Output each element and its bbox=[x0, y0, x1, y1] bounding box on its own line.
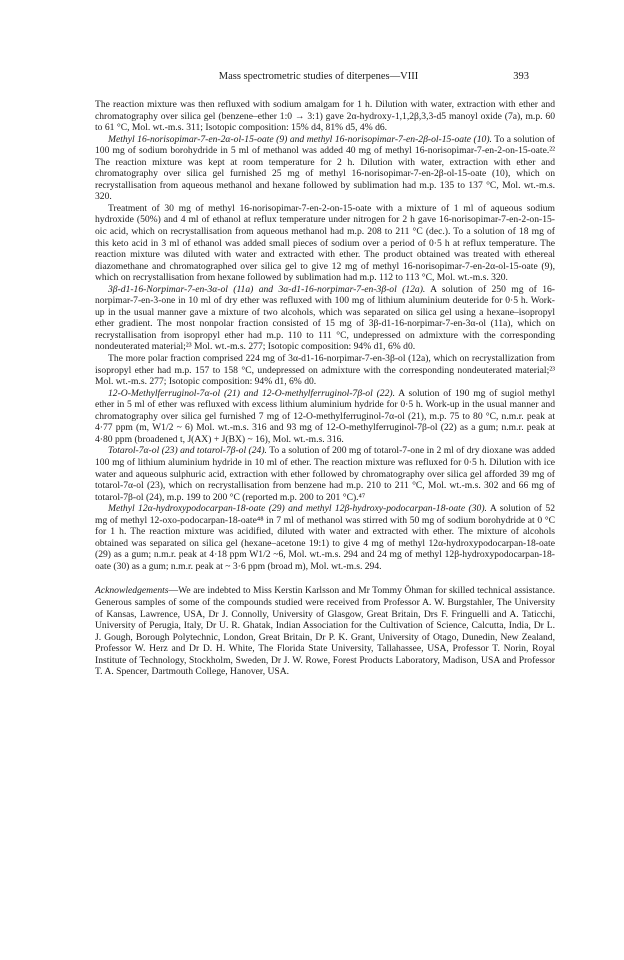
running-title: Mass spectrometric studies of diterpenes—VIII bbox=[218, 71, 419, 82]
paragraph-text: A solution of 190 mg of sugiol methyl ether in 5 ml of ether was refluxed with excess lithium aluminium hydride for 0·5 h. Work-up in the usual manner and chromatography over silica gel furnished 7 mg of 12-O-methylferruginol-7α-ol (21), m.p. 75 to 80 °C, n.m.r. peak at 4·77 ppm (m, W1/2 ~ 6) Mol. wt.-m.s. 316 and 93 mg of 12-O-methylferruginol-7β-ol (22) as a gum; n.m.r. peak at 4·80 ppm (broadened t, J(AX) + J(BX) ~ 16), Mol. wt.-m.s. 316. bbox=[95, 387, 556, 445]
page-number: 393 bbox=[513, 71, 529, 82]
paragraph-text: To a solution of 200 mg of totarol-7-one in 2 ml of dry dioxane was added 100 mg of lithium aluminium hydride in 10 ml of ether. The reaction mixture was refluxed for 0·5 h. Dilution with ice water and aqueous sulphuric acid, extraction with ether followed by chromatography over silica gel afforded 39 mg of totarol-7α-ol (23), which on recrystallisation from benzene had m.p. 210 to 211 °C, Mol. wt.-m.s. 302 and 66 mg of totarol-7β-ol (24), m.p. 199 to 200 °C (reported m.p. 200 to 201 °C).⁴⁷ bbox=[95, 445, 555, 503]
article-body bbox=[95, 99, 555, 678]
paragraph-amalgam-reduction bbox=[95, 99, 555, 134]
paragraph-keto-acid-reduction bbox=[95, 203, 555, 284]
section-heading: 3β-d1-16-Norpimar-7-en-3α-ol (11a) and 3α-d1-16-norpimar-7-en-3β-ol (12a). bbox=[108, 283, 426, 295]
paragraph-text: The reaction mixture was then refluxed with sodium amalgam for 1 h. Dilution with water, extraction with ether and chromatography over silica gel (benzene–ether 1:0 → 3:1) gave 2α-hydroxy-1,1,2β,3,3-d5 manoyl oxide (7a), m.p. 60 to 61 °C, Mol. wt.-m.s. 311; Isotopic composition: 15% d4, 81% d5, 4% d6. bbox=[95, 99, 555, 134]
paragraph-totarols bbox=[95, 445, 555, 503]
paragraph-methylferruginols bbox=[95, 388, 555, 446]
paragraph-text: To a solution of 100 mg of sodium borohydride in 5 ml of methanol was added 40 mg of methyl 16-norisopimar-7-en-2-on-15-oate.²² The reaction mixture was kept at room temperature for 2 h. Dilution with water, extraction with ether and chromatography over silica gel furnished 25 mg of methyl 16-norisopimar-7-en-2β-ol-15-oate (10), which on recrystallisation from aqueous methanol and hexane followed by sublimation had m.p. 135 to 137 °C, Mol. wt.-m.s. 320. bbox=[95, 133, 555, 203]
section-heading: Totarol-7α-ol (23) and totarol-7β-ol (24). bbox=[108, 445, 267, 457]
acknowledgements-heading: Acknowledgements bbox=[95, 585, 169, 597]
paragraph-norisopimarenol-esters bbox=[95, 134, 555, 203]
section-heading: Methyl 16-norisopimar-7-en-2α-ol-15-oate (9) and methyl 16-norisopimar-7-en-2β-ol-15-oate (10). bbox=[108, 133, 492, 145]
paragraph-deuterated-norpimarenols bbox=[95, 284, 555, 353]
paragraph-text: The more polar fraction comprised 224 mg of 3α-d1-16-norpimar-7-en-3β-ol (12a), which on recrystallization from isopropyl ether had m.p. 157 to 158 °C, undepressed on admixture with the corresponding nondeuterated material;²³ Mol. wt.-m.s. 277; Isotopic composition: 94% d1, 6% d0. bbox=[95, 353, 555, 388]
paragraph-text: A solution of 52 mg of methyl 12-oxo-podocarpan-18-oate⁴⁸ in 7 ml of methanol was stirred with 50 mg of sodium borohydride at 0 °C for 1 h. The reaction mixture was acidified, diluted with water and extracted with ether. The mixture of alcohols obtained was separated on silica gel (hexane–acetone 19:1) to give 4 mg of methyl 12α-hydroxypodocarpan-18-oate (29) as a gum; n.m.r. peak at 4·18 ppm W1/2 ~6, Mol. wt.-m.s. 294 and 24 mg of methyl 12β-hydroxypodocarpan-18-oate (30) as a gum; n.m.r. peak at ~ 3·6 ppm (broad m), Mol. wt.-m.s. 294. bbox=[95, 503, 555, 572]
acknowledgements-text: —We are indebted to Miss Kerstin Karlsson and Mr Tommy Öhman for skilled technical assistance. Generous samples of some of the compounds studied were received from Professor A. W. Burgstahler, The University of Kansas, Lawrence, USA, Dr J. Connolly, University of Glasgow, Great Britain, Drs F. Fringuelli and A. Taticchi, University of Perugia, Italy, Dr U. R. Ghatak, Indian Association for the Cultivation of Science, Calcutta, India, Dr L. J. Gough, Borough Polytechnic, London, Great Britain, Dr P. K. Grant, University of Otago, Dunedin, New Zealand, Professor W. Herz and Dr D. H. White, The Florida State University, Tallahassee, USA, Professor T. Norin, Royal Institute of Technology, Stockholm, Sweden, Dr J. W. Rowe, Forest Products Laboratory, Madison, USA and Professor T. A. Spencer, Dartmouth College, Hanover, USA. bbox=[95, 585, 555, 678]
paragraph-hydroxypodocarpanoates bbox=[95, 503, 555, 572]
section-heading: Methyl 12α-hydroxypodocarpan-18-oate (29) and methyl 12β-hydroxy-podocarpan-18-oate (30). bbox=[108, 503, 487, 515]
paragraph-text: A solution of 250 mg of 16-norpimar-7-en-3-one in 10 ml of dry ether was refluxed with 100 mg of lithium aluminium deuteride for 0·5 h. Work-up in the usual manner gave a mixture of two alcohols, which was separated on silica gel using a hexane–isopropyl ether gradient. The most nonpolar fraction consisted of 15 mg of 3β-d1-16-norpimar-7-en-3α-ol (11a), which on recrystallisation from isopropyl ether had m.p. 110 to 111 °C, undepressed on admixture with the corresponding nondeuterated material;²³ Mol. wt.-m.s. 277; Isotopic composition: 94% d1, 6% d0. bbox=[95, 283, 555, 353]
paragraph-polar-fraction bbox=[95, 353, 555, 388]
section-heading: 12-O-Methylferruginol-7α-ol (21) and 12-O-methylferruginol-7β-ol (22). bbox=[108, 387, 395, 399]
paragraph-text: Treatment of 30 mg of methyl 16-norisopimar-7-en-2-on-15-oate with a mixture of 1 ml of aqueous sodium hydroxide (50%) and 4 ml of ethanol at reflux temperature under nitrogen for 2 h gave 16-norisopimar-7-en-2-on-15-oic acid, which on recrystallisation from aqueous methanol had m.p. 208 to 211 °C (dec.). To a solution of 18 mg of this keto acid in 3 ml of ethanol was added small pieces of sodium over a period of 0·5 h at reflux temperature. The reaction mixture was diluted with water and extracted with ether. The product obtained was treated with ethereal diazomethane and chromatographed over silica gel to give 12 mg of methyl 16-norisopimar-7-en-2α-ol-15-oate (9), which on recrystallisation from hexane followed by sublimation had m.p. 112 to 113 °C, Mol. wt.-m.s. 320. bbox=[95, 202, 555, 284]
acknowledgements bbox=[95, 585, 555, 677]
